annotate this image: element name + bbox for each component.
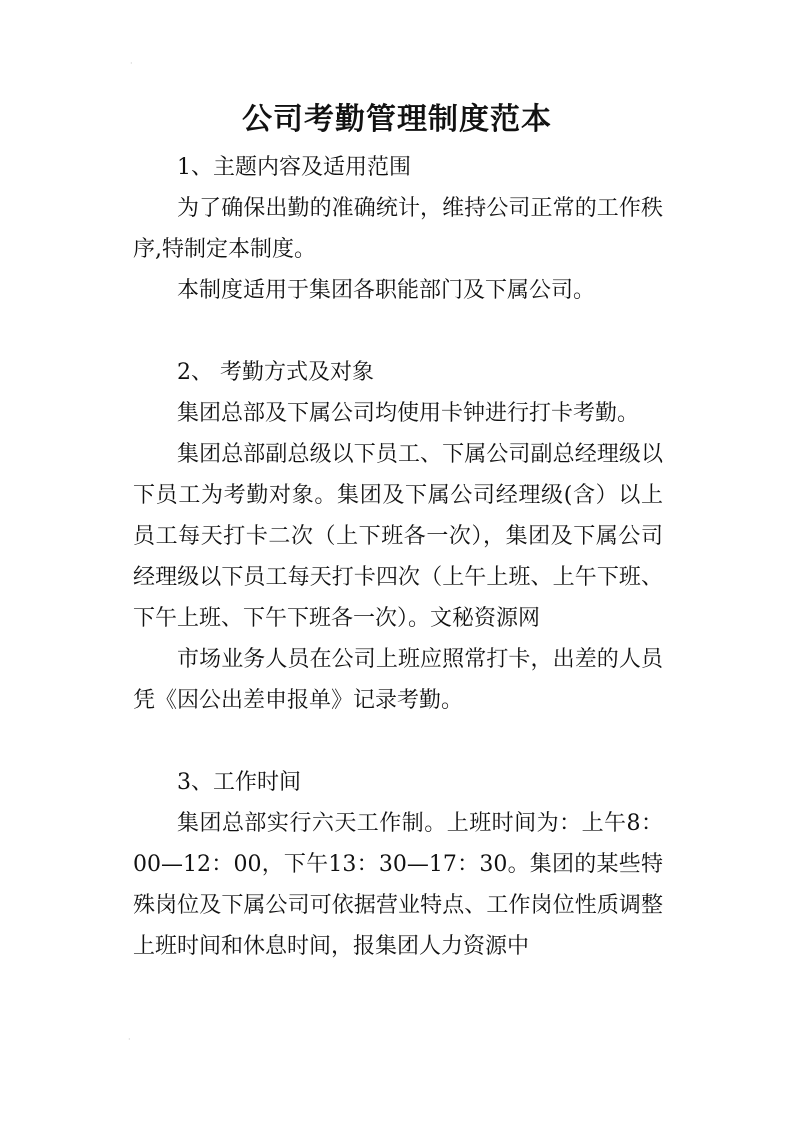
section-heading-1: 1、主题内容及适用范围 bbox=[177, 155, 411, 180]
section-heading-2: 2、 考勤方式及对象 bbox=[177, 360, 374, 385]
paragraph-1-1: 为了确保出勤的准确统计，维持公司正常的工作秩序,特制定本制度。 bbox=[133, 196, 663, 262]
section-spacer bbox=[133, 311, 663, 352]
section-spacer bbox=[133, 721, 663, 762]
section-heading-3: 3、工作时间 bbox=[177, 770, 301, 795]
paragraph-2-2: 集团总部副总级以下员工、下属公司副总经理级以下员工为考勤对象。集团及下属公司经理级(含）以上员工每天打卡二次（上下班各一次），集团及下属公司经理级以下员工每天打卡四次（上午上班、上午下班、下午上班、下午下班各一次）。文秘资源网 bbox=[133, 442, 663, 631]
paragraph-2-1: 集团总部及下属公司均使用卡钟进行打卡考勤。 bbox=[177, 401, 640, 426]
corner-mark-bottom: · bbox=[128, 1035, 131, 1044]
paragraph-3-1: 集团总部实行六天工作制。上班时间为：上午8：00—12：00，下午13：30—17：30。集团的某些特殊岗位及下属公司可依据营业特点、工作岗位性质调整上班时间和休息时间，报集团人力资源中 bbox=[133, 811, 663, 959]
document-title: 公司考勤管理制度范本 bbox=[242, 102, 552, 137]
paragraph-1-2: 本制度适用于集团各职能部门及下属公司。 bbox=[177, 278, 596, 303]
corner-mark-top: · bbox=[130, 59, 133, 68]
paragraph-2-3: 市场业务人员在公司上班应照常打卡，出差的人员凭《因公出差申报单》记录考勤。 bbox=[133, 647, 663, 713]
document-body bbox=[133, 147, 663, 967]
